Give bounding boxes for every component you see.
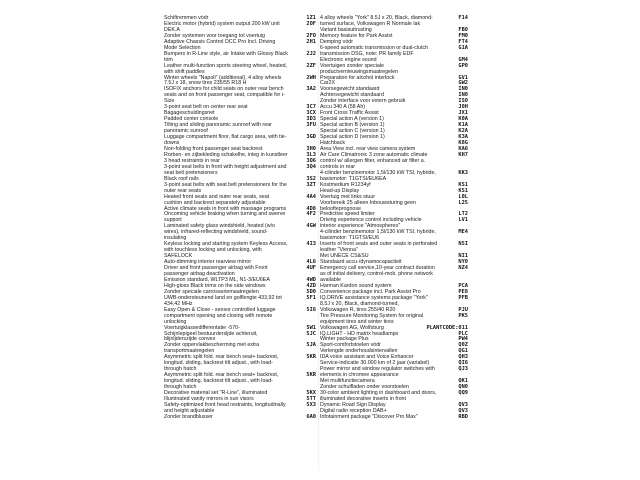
equipment-description: Active climate seats in front with massage programs — [164, 205, 287, 212]
equipment-description: Heated front seats and outer rear seats, seat cushion and backrest separately adjustable — [164, 193, 270, 206]
equipment-row — [164, 355, 316, 373]
equipment-description: Car2X — [320, 80, 336, 87]
equipment-description: Dynamic Road Sign Display — [320, 401, 386, 408]
equipment-description: High-gloss Black trims on the side windows — [164, 282, 266, 289]
equipment-description: Volkswagen AG, Wolfsburg — [320, 324, 384, 331]
equipment-code: J0H — [458, 104, 468, 111]
equipment-description: Padded center console — [164, 116, 219, 123]
equipment-code: 3A2 — [306, 86, 316, 93]
equipment-description: Zonder speciale carrosseriemaatregelen — [164, 288, 259, 295]
equipment-description: Memory feature for Park Assist — [320, 32, 393, 39]
equipment-description: Air Care Climatronic 3 zone automatic climate control w/ allergen filter, enhanced air filter a. controls in rear — [320, 151, 428, 170]
equipment-code: 5X3 — [306, 401, 316, 408]
equipment-row — [320, 266, 468, 284]
equipment-description: Leather multi-function sports steering wheel, heated, with shift paddles — [164, 62, 288, 75]
equipment-description: Tilting and sliding panoramic sunroof with rear panoramic sunroof — [164, 122, 272, 135]
equipment-row — [164, 165, 316, 177]
equipment-description: Oncoming vehicle braking when turning and swerve support — [164, 211, 286, 224]
equipment-code: G1A — [458, 44, 468, 51]
equipment-code: GW2 — [458, 80, 468, 87]
equipment-description: Standaard accu-/dynamocapaciteit — [320, 259, 402, 266]
equipment-code: 5I6 — [306, 306, 316, 313]
equipment-description: Variant basisuitrusting — [320, 26, 372, 33]
equipment-code: PLC — [458, 330, 468, 337]
equipment-description: Zonder oppervlakbescherming met extra transportmaatregelen — [164, 342, 260, 355]
equipment-code: L25 — [458, 199, 468, 206]
equipment-description: 30-color ambient lighting in dashboard and doors, illuminated decorative inserts in front — [320, 390, 437, 402]
equipment-description: 3-point seat belts in front with height adjustment and seat belt pretensioners — [164, 163, 287, 176]
equipment-code: F14 — [458, 15, 468, 21]
equipment-row — [320, 46, 468, 58]
equipment-description: Voertuigklassedifferentatie -570- — [164, 324, 240, 331]
equipment-description: IQ.LIGHT - HD matrix headlamps — [320, 330, 399, 337]
equipment-code: JX1 — [458, 110, 468, 117]
equipment-row — [320, 153, 468, 171]
equipment-description: IQ.DRIVE assistance systems package "York" 8.5J x 20, Black, diamond-turned, — [320, 294, 428, 307]
equipment-code: 3C7 — [306, 104, 316, 111]
equipment-code: KK3 — [458, 169, 468, 176]
equipment-code: NZ4 — [458, 265, 468, 272]
equipment-description: Accu 340 A (58 Ah) — [320, 104, 366, 111]
equipment-description: Convenience package incl. Park Assist Pro — [320, 288, 421, 295]
equipment-description: Decorative material set "R-Line", illuminated — [164, 390, 268, 397]
equipment-description: Schijnlepigeel bestuurdersljde achteruit, blijnljderszijde convex — [164, 330, 258, 343]
equipment-description: Head-up Display — [320, 187, 360, 194]
equipment-description: Tire Pressure Monitoring System for original equipment tires and winter tires — [320, 312, 424, 325]
equipment-description: Inserts of front seats and outer seats in perforated leather "Vienna" — [320, 241, 438, 254]
equipment-description: Schiftremmen vódr — [164, 15, 209, 21]
equipment-code: 3FU — [306, 122, 316, 129]
equipment-code: LT2 — [458, 211, 468, 218]
equipment-description: Keyless locking and starting system Keyless Access, with touchless locking and unlocking, with SAFELOCK — [164, 241, 288, 260]
equipment-row — [320, 296, 468, 308]
equipment-code: FB0 — [458, 26, 468, 33]
equipment-code: 5KR — [306, 354, 316, 361]
equipment-description: Voorbereik 25 alleen Inbouwsturing geen beloofteprognose — [320, 199, 417, 212]
equipment-code: 3D3 — [306, 116, 316, 123]
equipment-code: 3S2 — [306, 175, 316, 182]
equipment-description: Black roof rails — [164, 175, 199, 182]
equipment-code: K1A — [458, 122, 468, 129]
equipment-row — [164, 296, 316, 308]
equipment-code: 4F2 — [306, 211, 316, 218]
equipment-code: K0A — [458, 116, 468, 123]
equipment-code: RBD — [458, 413, 468, 420]
equipment-description: Bumpers in R-Line style, air Intake with Glossy Black trim — [164, 50, 288, 63]
equipment-code: 3Q6 — [306, 157, 316, 164]
equipment-code: Q0Z — [458, 342, 468, 349]
equipment-code: 4UF — [306, 265, 316, 272]
equipment-code: QQ9 — [458, 390, 468, 397]
equipment-description: Special action B (version 1) — [320, 122, 385, 129]
equipment-description: Bagageschuldingsnet — [164, 110, 215, 117]
equipment-code: 2WH — [306, 74, 316, 81]
equipment-code: FM0 — [458, 32, 468, 39]
equipment-code: QI6 — [458, 360, 468, 367]
equipment-code: 5D0 — [306, 288, 316, 295]
equipment-row — [164, 195, 316, 207]
equipment-code: NI1 — [458, 253, 468, 260]
equipment-code: QJ3 — [458, 366, 468, 373]
equipment-code: QV3 — [458, 407, 468, 414]
equipment-code: PK5 — [458, 312, 468, 319]
equipment-code: QG1 — [458, 348, 468, 355]
equipment-code: PJU — [458, 306, 468, 313]
equipment-code: 2J2 — [306, 50, 316, 57]
equipment-code: 2FO — [306, 32, 316, 39]
equipment-description: ISOFIX anchors for child seats on outer rear bench seats and on front passenger seat, compatible for i-Size — [164, 86, 285, 105]
equipment-row — [320, 64, 468, 76]
equipment-description: Harman Kardon sound system — [320, 282, 392, 289]
equipment-description: Laminated safety glass windshield, heated (w/o wires), infrared-reflecting windshield, sound-insulating — [164, 223, 276, 242]
equipment-description: Zonder interface voor extern gebruik — [320, 98, 406, 105]
equipment-description: Special action D (version 1) — [320, 134, 385, 141]
equipment-description: Met multifunctiecamera — [320, 378, 375, 385]
equipment-description: Voorsegewicht standaard — [320, 86, 380, 93]
equipment-code: K2A — [458, 128, 468, 135]
equipment-code: FT4 — [458, 38, 468, 45]
equipment-description: 3-point seat belts with seat belt pretensioners for the outer rear seats — [164, 181, 287, 194]
equipment-code: 4L6 — [306, 259, 316, 266]
equipment-description: Met UNECE CS&SU — [320, 253, 369, 260]
equipment-code: L0L — [458, 193, 468, 200]
equipment-code: 3ZT — [306, 181, 316, 188]
equipment-code: KH7 — [458, 151, 468, 158]
equipment-code: 4GW — [306, 223, 316, 230]
equipment-code: 5KR — [306, 372, 316, 379]
equipment-code: 5KX — [306, 390, 316, 397]
equipment-row — [164, 415, 316, 421]
equipment-row — [164, 40, 316, 52]
equipment-description: UWB-ondersteunend land en golflengte 433,92 tot 434,42 MHz — [164, 294, 282, 307]
equipment-code: 5TT — [306, 396, 316, 402]
right-column — [320, 16, 468, 421]
equipment-description: Demping vódr — [320, 38, 353, 45]
equipment-description: Voertuig met links stuur — [320, 193, 376, 200]
equipment-description: Non-folding front passenger seat backrest — [164, 145, 263, 152]
equipment-description: Sport-comfortstoelen vódr — [320, 342, 381, 349]
equipment-description: 3-point seat belt on center rear seat — [164, 104, 248, 111]
equipment-row — [164, 308, 316, 326]
equipment-code: LV1 — [458, 217, 468, 224]
equipment-code: 4I3 — [306, 241, 316, 248]
left-column — [164, 16, 316, 421]
equipment-code: KA6 — [458, 145, 468, 152]
equipment-code: K8G — [458, 140, 468, 147]
equipment-description: Asymmetric split fold. rear bench seat+ backrest, longitud. sliding, backrest tilt adjust., with load-through hatch — [164, 354, 279, 373]
equipment-code: ME4 — [458, 229, 468, 236]
equipment-code: 3L3 — [306, 151, 316, 158]
equipment-description: Emission standard, WLTP3 ML, N1-3/EU6EA — [164, 276, 270, 283]
equipment-code: PLANTCODE:011 — [426, 324, 468, 331]
equipment-description: Special action C (version 1) — [320, 128, 385, 135]
equipment-row — [320, 171, 468, 183]
equipment-code: QN0 — [458, 384, 468, 391]
equipment-description: Luggage compartment floor, flat cargo area, with tie-downs — [164, 134, 287, 147]
equipment-code: QK1 — [458, 378, 468, 385]
equipment-description: Area View incl. rear view camera system — [320, 145, 416, 152]
equipment-row — [164, 183, 316, 195]
equipment-code: 5W1 — [306, 324, 316, 331]
equipment-description: Driving experience control including vehicle interior experience "Atmospheres" — [320, 217, 422, 230]
equipment-code: GM4 — [458, 56, 468, 63]
equipment-description: Digital radio reception DAB+ — [320, 407, 387, 414]
equipment-description: Rorben- en zijbekleding schakelhe, inleg in kunstleer — [164, 151, 288, 158]
equipment-description: Emergency call service,10-year contract duration as of initial delivery, control-mob. phone network available — [320, 265, 435, 283]
equipment-code: IS0 — [458, 98, 468, 105]
equipment-row — [164, 87, 316, 105]
equipment-description: Asymmetric split fold. rear bench seat+ backrest, longitud. sliding, backrest tilt adjust., with load-through hatch — [164, 372, 279, 391]
equipment-code: PFB — [458, 294, 468, 301]
equipment-description: Power mirror and window regulator switches with elements in chromee appearance — [320, 366, 435, 379]
equipment-code: K3A — [458, 134, 468, 141]
equipment-description: Zonder schuifladen onder voorstoelen — [320, 384, 409, 391]
equipment-description: Preparation for alcohol interlock — [320, 74, 395, 81]
equipment-description: Illuminated vanity mirrors in sun visors — [164, 396, 254, 402]
equipment-row — [320, 415, 468, 421]
equipment-code: IN0 — [458, 92, 468, 99]
equipment-description: Front Cross Traffic Assist — [320, 110, 379, 117]
equipment-description: Electric motor (hybrid) system output 200 kW unit DEK.A — [164, 20, 280, 33]
equipment-row — [164, 373, 316, 391]
equipment-code: PW4 — [458, 336, 468, 343]
equipment-code: 2OF — [306, 20, 316, 27]
equipment-description: Adaptive Chassis Control DCC Pro Incl. Driving Mode Selection — [164, 38, 276, 51]
equipment-code: 4WD — [306, 276, 316, 283]
equipment-code: GV1 — [458, 74, 468, 81]
equipment-description: IDA voice assistant and Voice Enhancer — [320, 354, 414, 361]
equipment-description: Service-indicatie 30.000 km of 2 jaar (variabel) — [320, 360, 430, 367]
equipment-code: 4A4 — [306, 193, 316, 200]
equipment-description: Predictive speed limiter — [320, 211, 375, 218]
equipment-code: 3H0 — [306, 145, 316, 152]
equipment-description: Achtersegewicht standaard — [320, 92, 384, 99]
equipment-code: KS1 — [458, 187, 468, 194]
equipment-description: Driver and front passenger airbag with Front passenger airbag deactivation — [164, 265, 268, 277]
equipment-code: KS1 — [458, 181, 468, 188]
equipment-description: Verlengde onderhoudsintervallen — [320, 348, 398, 355]
equipment-description: 3 head restraints in rear — [164, 157, 220, 164]
equipment-code: 3CX — [306, 110, 316, 117]
equipment-description: Infotainment package "Discover Pro Max" — [320, 413, 418, 420]
equipment-code: 3Q4 — [306, 163, 316, 170]
equipment-description: Auto-dimming interior rearview mirror — [164, 259, 252, 266]
equipment-description: Easy Open & Close - sensor controlled luggage compartment opening and closing with remote unlocking — [164, 306, 276, 325]
equipment-code: 1Z1 — [306, 15, 316, 21]
equipment-row — [164, 242, 316, 260]
equipment-code: 6A0 — [306, 413, 316, 420]
equipment-code: 3GD — [306, 134, 316, 141]
equipment-description: Hatchback — [320, 140, 346, 147]
equipment-code: 4ZD — [306, 282, 316, 289]
equipment-code: 5JC — [306, 330, 316, 337]
equipment-description: Kostmedium R1234yf — [320, 181, 371, 188]
equipment-code: 5JA — [306, 342, 316, 349]
equipment-code: 4D8 — [306, 205, 316, 212]
equipment-description: Special action A (version 1) — [320, 116, 384, 123]
equipment-description: Winter wheels "Napoli" (additional), 4 alloy wheels 7.5J x 18, snow tires 235/55 R18 H — [164, 74, 282, 87]
equipment-code: QH3 — [458, 354, 468, 361]
equipment-description: Winter package Plus — [320, 336, 369, 343]
equipment-description: Volkswagen R, tires 255/40 R20 — [320, 306, 396, 313]
equipment-description: Electronic engine sound — [320, 56, 377, 63]
equipment-code: PCA — [458, 282, 468, 289]
equipment-row — [164, 224, 316, 242]
equipment-description: 4 alloy wheels "York" 8.5J x 20, Black, diamond-turned surface, Volkswagen R Normale lak — [320, 15, 433, 27]
equipment-description: 6-speed automatic transmission or dual-clutch transmission DSG, note: PR family EDF — [320, 44, 429, 57]
equipment-code: N5I — [458, 241, 468, 248]
equipment-description: Voertuigen zonder speciale productvernieuwingsmaatregelen — [320, 62, 399, 75]
equipment-code: 2ZF — [306, 62, 316, 69]
column-divider — [318, 16, 319, 470]
equipment-description: Safety-optimized front head restraints, longitudinally and height adjustable — [164, 401, 286, 414]
equipment-row — [164, 64, 316, 76]
equipment-description: Zonder brandblusser — [164, 413, 213, 420]
equipment-code: GP0 — [458, 62, 468, 69]
equipment-description: 4-cilinder benzinemotor 1,5l/130 kW TSI, hybride, basismotor: T1GTSI/EU6 — [320, 229, 436, 242]
equipment-description: Zonder systemen voor toegang tot voertuig — [164, 32, 265, 39]
equipment-description: 4-cilinder benzinemotor 1,5l/130 kW TSI, hybride, basismotor: T1GTSI/EU6EA — [320, 169, 436, 182]
equipment-code: PE8 — [458, 288, 468, 295]
equipment-code: 2H1 — [306, 38, 316, 45]
equipment-code: QV3 — [458, 401, 468, 408]
equipment-row — [164, 52, 316, 64]
equipment-code: IN0 — [458, 86, 468, 93]
equipment-code: 5F1 — [306, 294, 316, 301]
equipment-row — [320, 314, 468, 326]
equipment-code: NY0 — [458, 259, 468, 266]
